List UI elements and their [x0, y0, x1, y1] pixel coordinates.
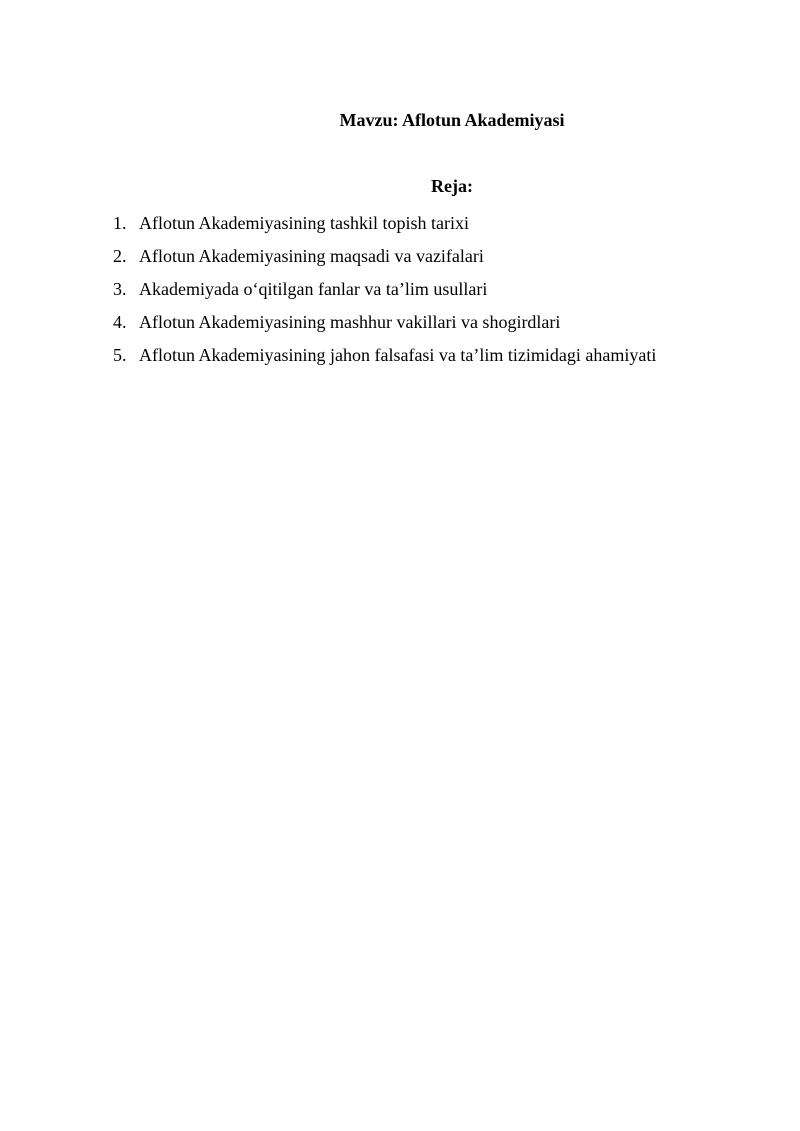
plan-heading: Reja:	[431, 176, 473, 196]
document-title: Mavzu: Aflotun Akademiyasi	[339, 110, 565, 130]
plan-item-number: 3.	[113, 279, 127, 299]
plan-item-text: Aflotun Akademiyasining maqsadi va vazifalari	[139, 246, 484, 266]
plan-list	[113, 207, 773, 372]
plan-item-2	[113, 240, 773, 273]
plan-item-5	[113, 339, 773, 372]
plan-item-text: Aflotun Akademiyasining mashhur vakillari va shogirdlari	[139, 312, 561, 332]
plan-item-text: Aflotun Akademiyasining tashkil topish tarixi	[139, 213, 469, 233]
plan-item-text: Aflotun Akademiyasining jahon falsafasi va ta’lim tizimidagi ahamiyati	[139, 345, 657, 365]
plan-item-number: 4.	[113, 312, 127, 332]
plan-item-text: Akademiyada oʻqitilgan fanlar va ta’lim usullari	[139, 279, 488, 299]
plan-item-1	[113, 207, 773, 240]
plan-item-number: 1.	[113, 213, 127, 233]
plan-item-number: 5.	[113, 345, 127, 365]
plan-item-number: 2.	[113, 246, 127, 266]
plan-item-4	[113, 306, 773, 339]
plan-item-3	[113, 273, 773, 306]
